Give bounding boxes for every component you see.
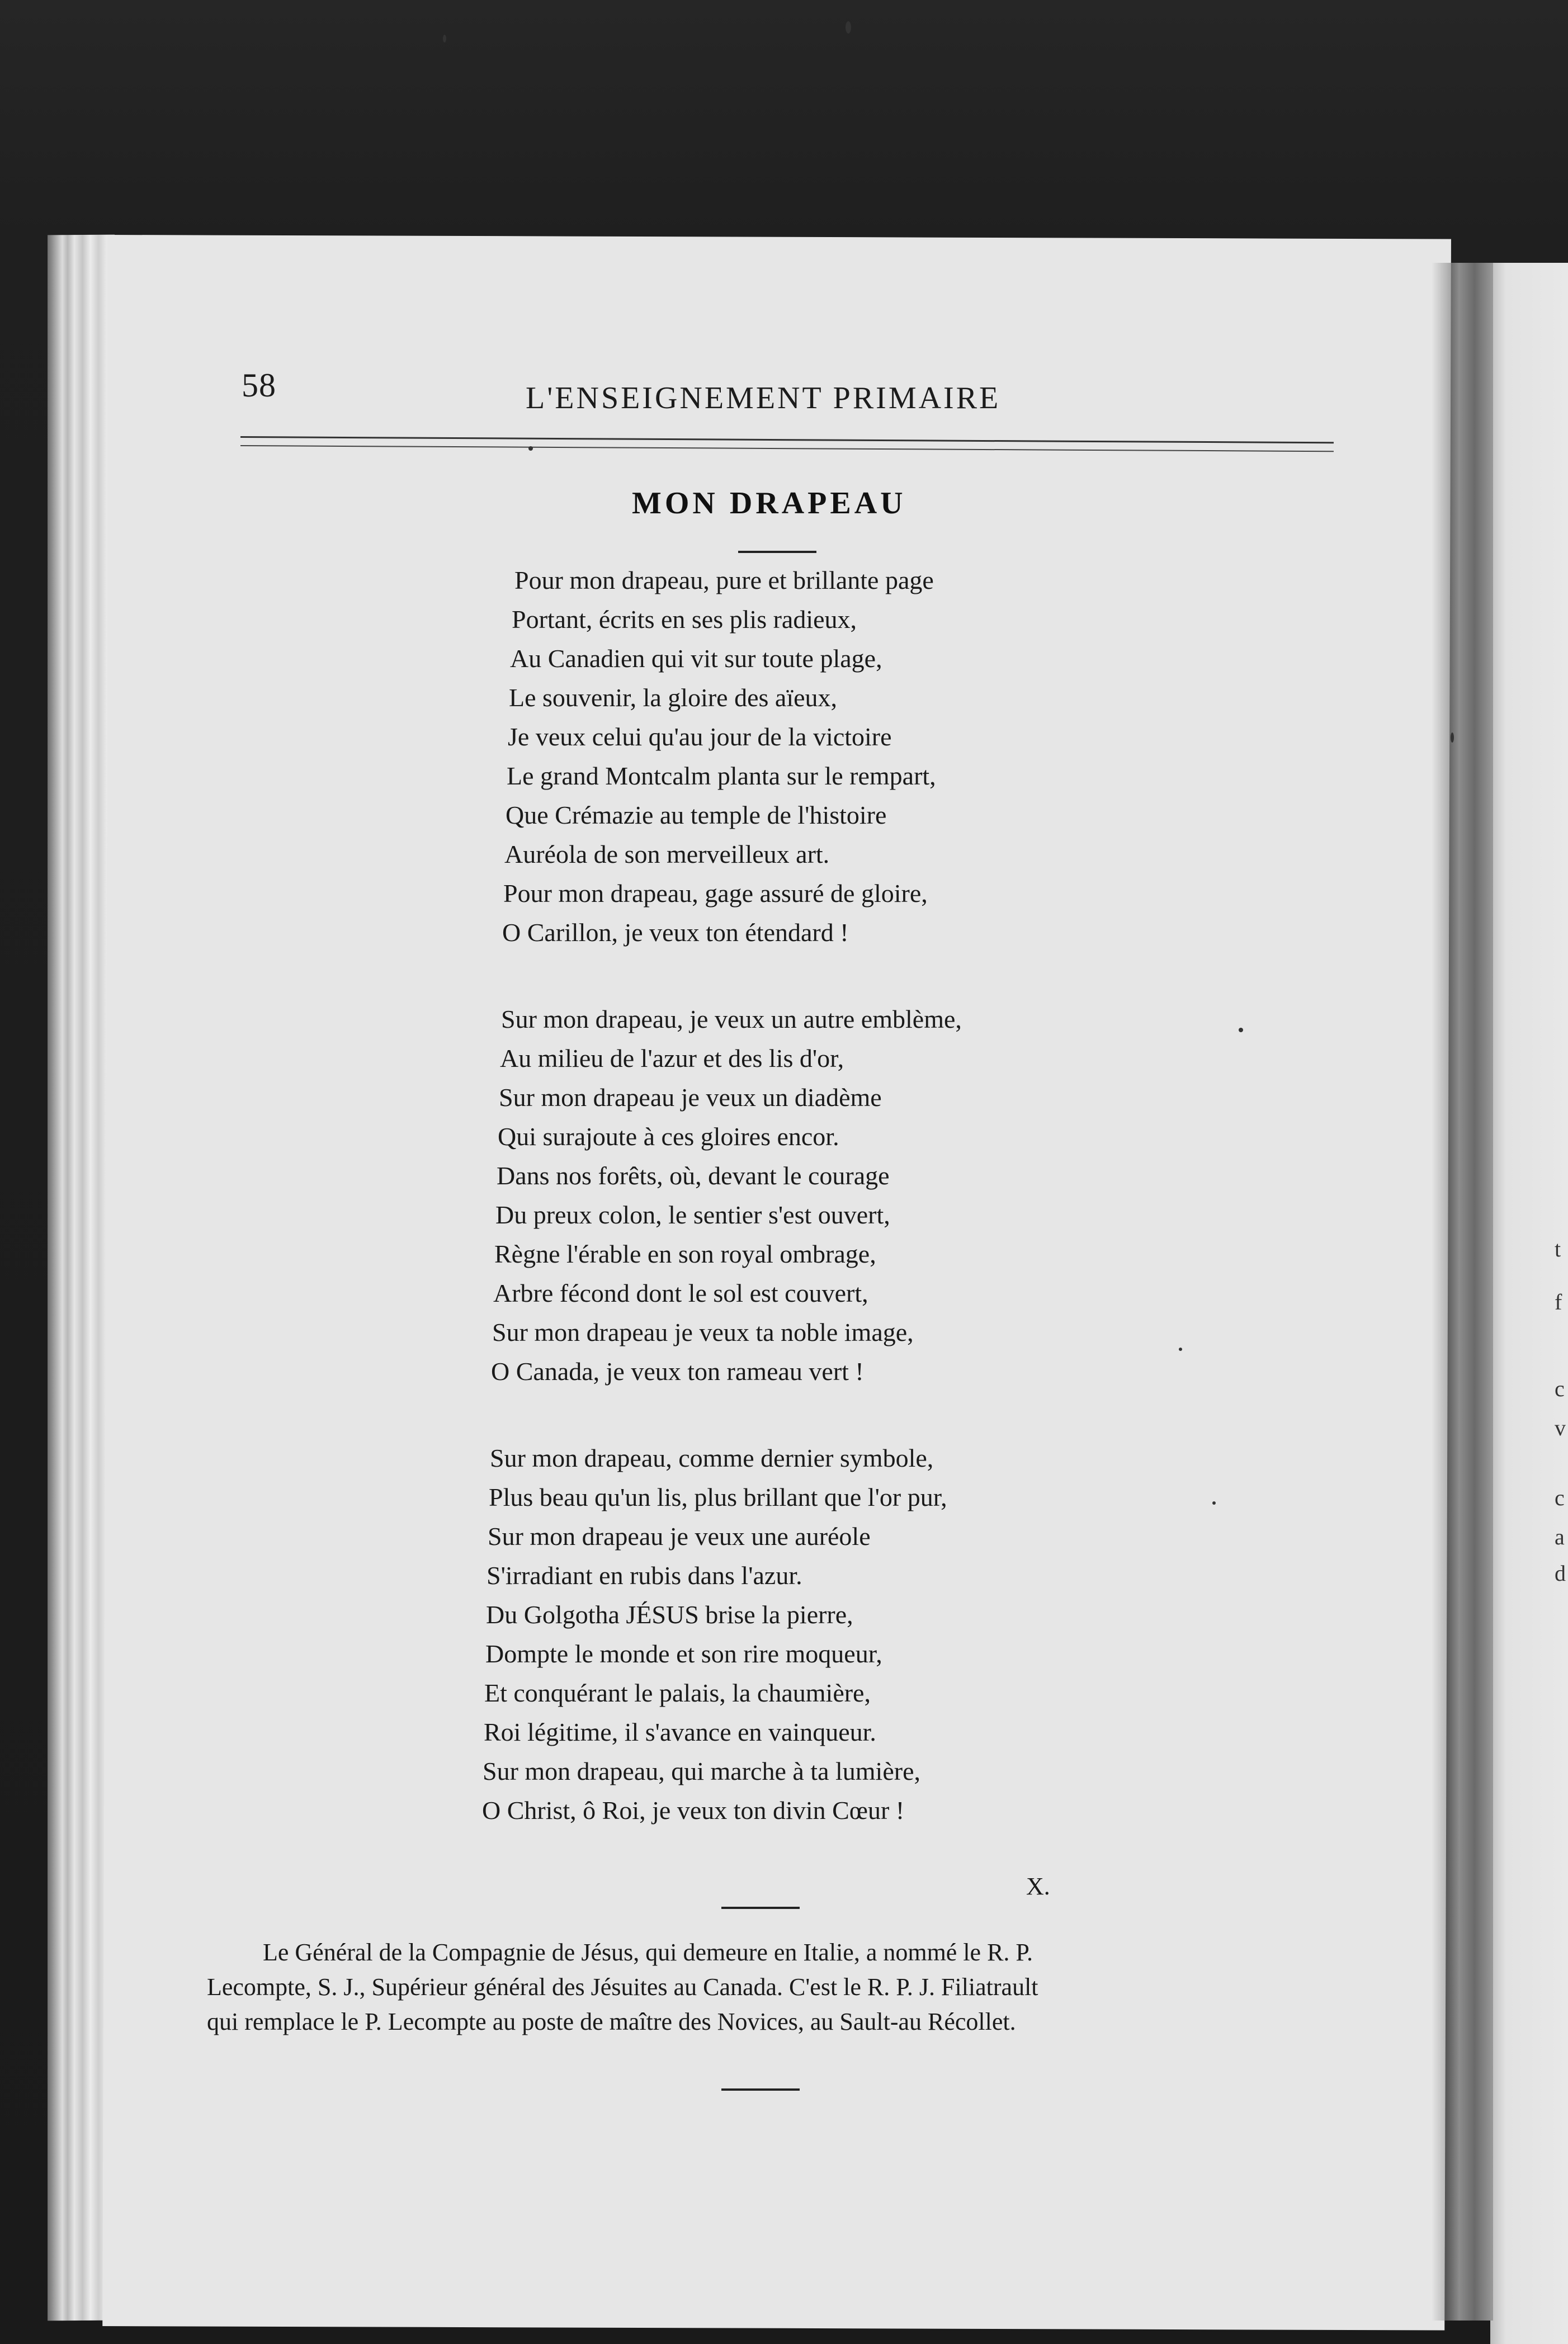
poem-line: Au Canadien qui vit sur toute plage, [510, 644, 882, 673]
note-line: Le Général de la Compagnie de Jésus, qui demeure en Italie, a nommé le R. P. [263, 1939, 1033, 1966]
page-speck [528, 446, 533, 451]
poem-line: Qui surajoute à ces gloires encor. [498, 1122, 839, 1151]
poem-line: Pour mon drapeau, pure et brillante page [514, 566, 934, 594]
next-page-letter: c [1555, 1376, 1565, 1401]
next-page-letter: d [1555, 1561, 1566, 1586]
poem-line: Dompte le monde et son rire moqueur, [485, 1639, 882, 1668]
poem-line: O Carillon, je veux ton étendard ! [502, 918, 849, 947]
poem-line: Sur mon drapeau je veux une auréole [488, 1522, 871, 1551]
poem-line: Sur mon drapeau je veux un diadème [499, 1083, 882, 1112]
poem-line: Arbre fécond dont le sol est couvert, [493, 1279, 868, 1307]
poem-line: Auréola de son merveilleux art. [504, 840, 830, 868]
poem-line: Au milieu de l'azur et des lis d'or, [500, 1044, 844, 1072]
poem-line: Dans nos forêts, où, devant le courage [497, 1161, 890, 1190]
poem-line: Sur mon drapeau, je veux un autre emblème, [501, 1005, 962, 1033]
note-line: Lecompte, S. J., Supérieur général des Jésuites au Canada. C'est le R. P. J. Filiatrault [207, 1973, 1038, 2001]
page-number: 58 [242, 367, 276, 404]
film-speck [443, 35, 446, 42]
page-speck [1212, 1501, 1216, 1505]
poem-line: Du Golgotha JÉSUS brise la pierre, [486, 1600, 853, 1629]
poem-line: Sur mon drapeau je veux ta noble image, [492, 1318, 914, 1346]
note-line: qui remplace le P. Lecompte au poste de maître des Novices, au Sault-au Récollet. [207, 2008, 1016, 2035]
poem-line: Sur mon drapeau, comme dernier symbole, [490, 1444, 934, 1472]
next-page-letter: t [1555, 1236, 1561, 1261]
poem-line: Le grand Montcalm planta sur le rempart, [507, 762, 936, 790]
poem-line: Sur mon drapeau, qui marche à ta lumière, [483, 1757, 920, 1785]
title-rule [738, 551, 816, 553]
running-head: L'ENSEIGNEMENT PRIMAIRE [526, 381, 1001, 415]
page-speck [1451, 732, 1454, 743]
poem-line: Plus beau qu'un lis, plus brillant que l'or pur, [489, 1483, 947, 1511]
next-page-letter: a [1555, 1524, 1565, 1549]
poem-line: O Canada, je veux ton rameau vert ! [491, 1357, 864, 1386]
poem-line: S'irradiant en rubis dans l'azur. [487, 1561, 802, 1590]
gutter-shadow [1432, 263, 1493, 2321]
poem-signature: X. [1026, 1873, 1050, 1900]
poem-line: Que Crémazie au temple de l'histoire [506, 801, 887, 829]
poem-line: Le souvenir, la gloire des aïeux, [509, 683, 838, 712]
poem-line: Du preux colon, le sentier s'est ouvert, [495, 1201, 890, 1229]
next-page-letter: f [1555, 1289, 1562, 1315]
poem-line: O Christ, ô Roi, je veux ton divin Cœur ! [482, 1796, 905, 1825]
poem-title: MON DRAPEAU [632, 486, 906, 521]
poem-line: Roi légitime, il s'avance en vainqueur. [484, 1718, 876, 1746]
section-rule [721, 2088, 800, 2091]
poem-line: Pour mon drapeau, gage assuré de gloire, [503, 879, 928, 908]
poem-line: Règne l'érable en son royal ombrage, [494, 1240, 876, 1268]
page-speck [1179, 1348, 1182, 1351]
film-speck [846, 21, 851, 34]
poem-line: Je veux celui qu'au jour de la victoire [508, 722, 892, 751]
next-page-letter: c [1555, 1485, 1565, 1510]
page-speck [1239, 1028, 1243, 1032]
next-page-letter: v [1555, 1415, 1566, 1440]
poem-line: Portant, écrits en ses plis radieux, [512, 605, 857, 634]
section-rule [721, 1907, 800, 1909]
poem-line: Et conquérant le palais, la chaumière, [484, 1679, 871, 1707]
